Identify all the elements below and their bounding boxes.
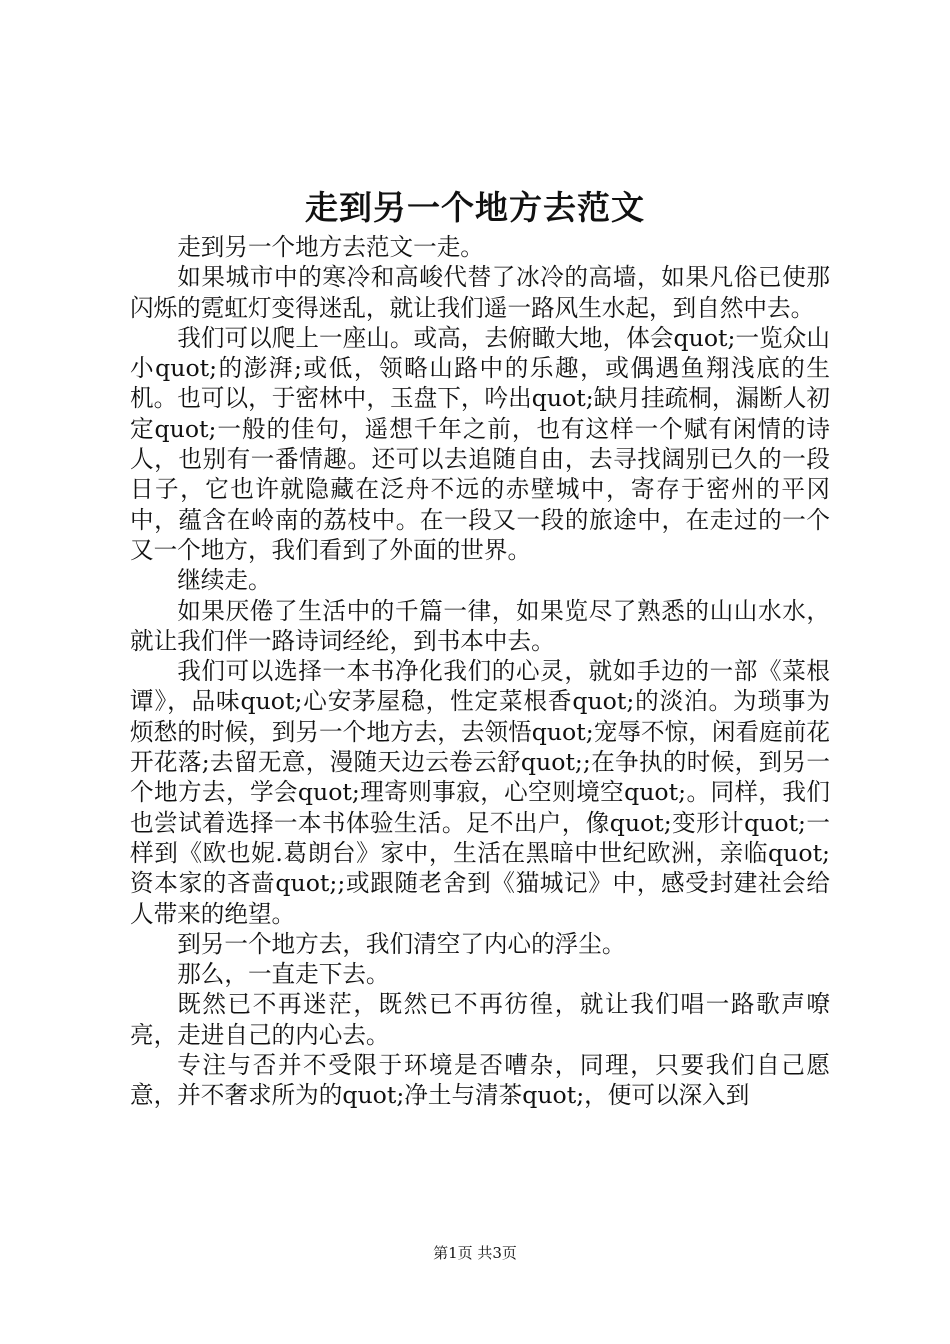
paragraph: 如果厌倦了生活中的千篇一律，如果览尽了熟悉的山山水水，就让我们伴一路诗词经纶，到书本中去。 [130,596,830,655]
paragraph: 到另一个地方去，我们清空了内心的浮尘。 [177,929,626,958]
paragraph: 既然已不再迷茫，既然已不再彷徨，就让我们唱一路歌声嘹亮，走进自己的内心去。 [130,990,830,1049]
paragraph: 继续走。 [177,566,272,595]
paragraph: 走到另一个地方去范文一走。 [177,233,484,261]
document-body [130,232,830,1111]
page-number-footer: 第1页 共3页 [433,1244,517,1262]
document-title: 走到另一个地方去范文 [305,188,645,227]
paragraph: 专注与否并不受限于环境是否嘈杂，同理，只要我们自己愿意，并不奢求所为的quot;净土与清茶quot;，便可以深入到 [130,1051,830,1110]
paragraph: 那么，一直走下去。 [177,960,390,989]
paragraph: 我们可以爬上一座山。或高，去俯瞰大地，体会quot;一览众山小quot;的澎湃;或低，领略山路中的乐趣，或偶遇鱼翔浅底的生机。也可以，于密林中，玉盘下，吟出quot;缺月挂疏桐，漏断人初定quot;一般的佳句，遥想千年之前，也有这样一个赋有闲情的诗人，也别有一番情趣。还可以去追随自由，去寻找阔别已久的一段日子，它也许就隐藏在泛舟不远的赤壁城中，寄存于密州的平冈中，蕴含在岭南的荔枝中。在一段又一段的旅途中，在走过的一个又一个地方，我们看到了外面的世界。 [130,323,830,564]
paragraph: 我们可以选择一本书净化我们的心灵，就如手边的一部《菜根谭》，品味quot;心安茅屋稳，性定菜根香quot;的淡泊。为琐事为烦愁的时候，到另一个地方去，去领悟quot;宠辱不惊，闲看庭前花开花落;去留无意，漫随天边云卷云舒quot;;在争执的时候，到另一个地方去，学会quot;理寄则事寂，心空则境空quot;。同样，我们也尝试着选择一本书体验生活。足不出户，像quot;变形计quot;一样到《欧也妮.葛朗台》家中，生活在黑暗中世纪欧洲，亲临quot;资本家的吝啬quot;;或跟随老舍到《猫城记》中，感受封建社会给人带来的绝望。 [130,657,830,928]
paragraph: 如果城市中的寒冷和高峻代替了冰冷的高墙，如果凡俗已使那闪烁的霓虹灯变得迷乱，就让我们遥一路风生水起，到自然中去。 [130,263,830,322]
